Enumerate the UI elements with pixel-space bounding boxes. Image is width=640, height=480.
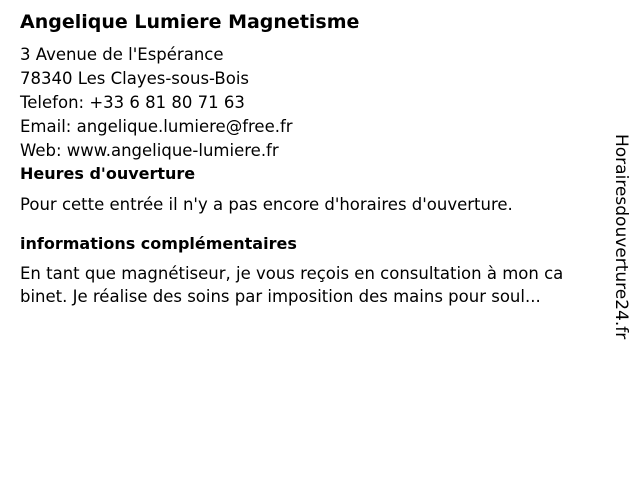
info-text-line-1: En tant que magnétiseur, je vous reçois en consultation à mon ca [20, 264, 564, 283]
info-heading: informations complémentaires [20, 234, 297, 253]
website-address: Web: www.angelique-lumiere.fr [20, 141, 279, 160]
hours-heading: Heures d'ouverture [20, 164, 196, 183]
street-address: 3 Avenue de l'Espérance [20, 45, 224, 64]
site-brand-label: Horairesdouverture24.fr [611, 134, 631, 340]
business-name: Angelique Lumiere Magnetisme [20, 11, 360, 33]
hours-text: Pour cette entrée il n'y a pas encore d'horaires d'ouverture. [20, 195, 513, 214]
email-address: Email: angelique.lumiere@free.fr [20, 117, 293, 136]
city-address: 78340 Les Clayes-sous-Bois [20, 69, 250, 88]
phone-number: Telefon: +33 6 81 80 71 63 [20, 93, 245, 112]
contact-block [20, 43, 293, 163]
info-text-line-2: binet. Je réalise des soins par imposition des mains pour soul... [20, 287, 541, 306]
